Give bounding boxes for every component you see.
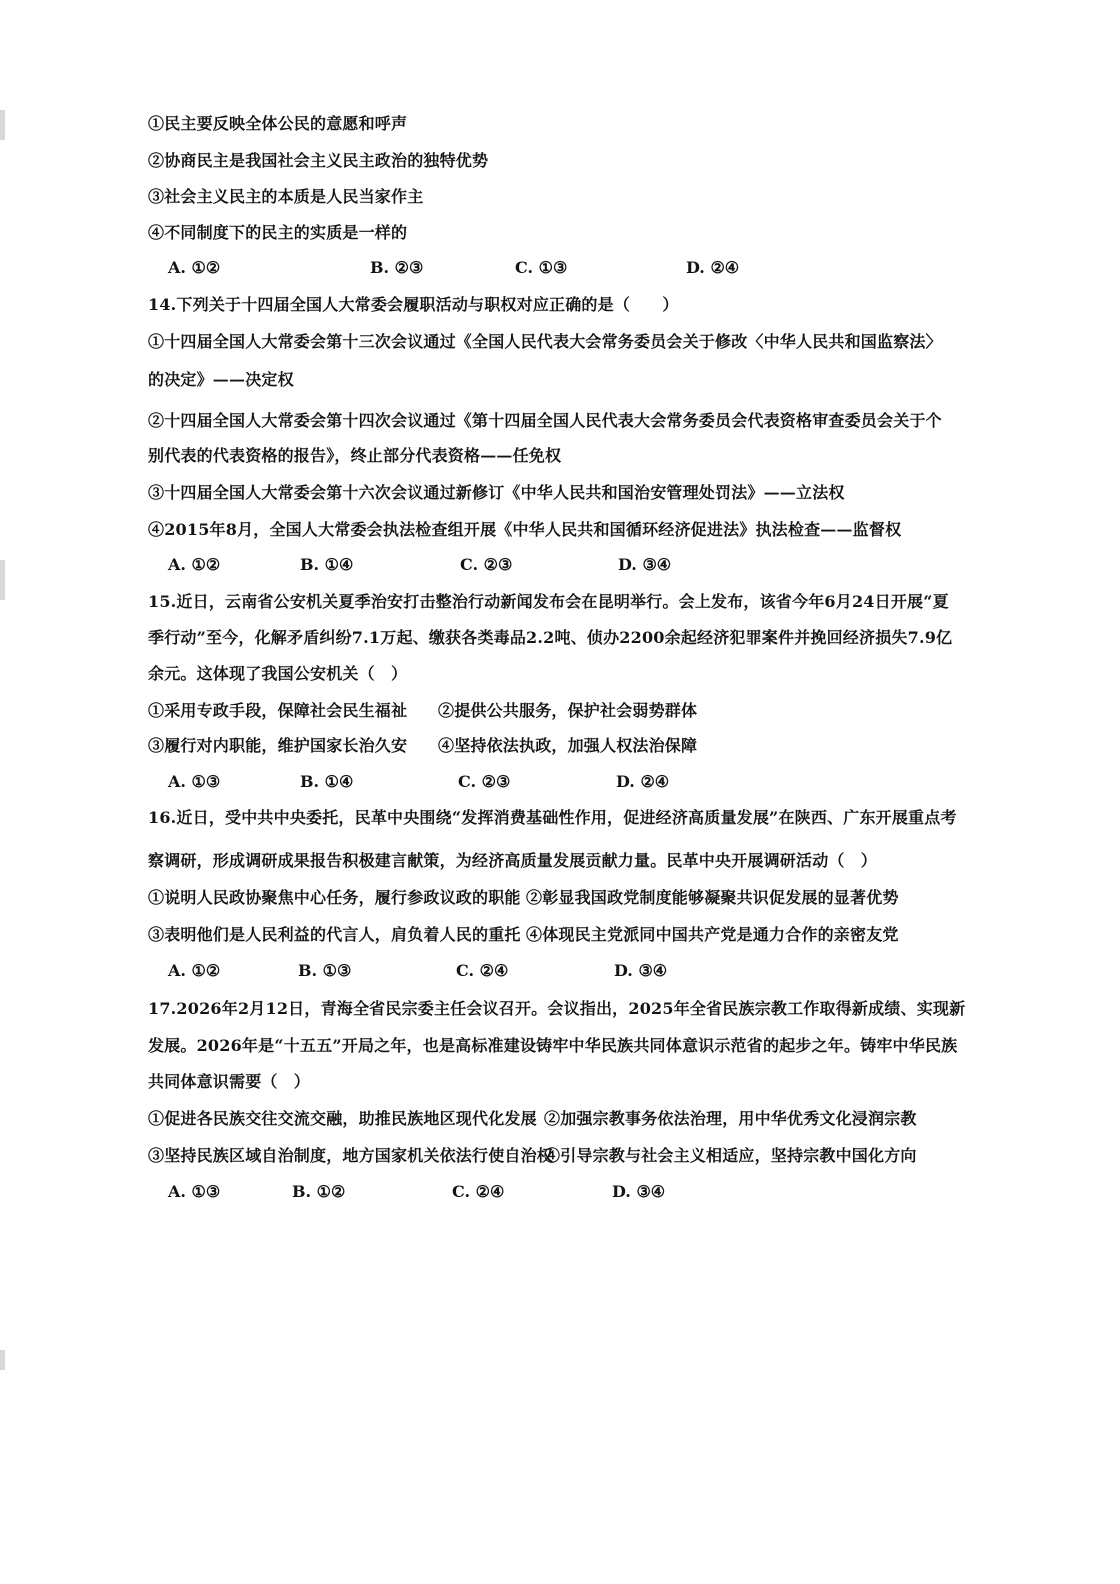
q14-item-3: ③十四届全国人大常委会第十六次会议通过新修订《中华人民共和国治安管理处罚法》——立法权 bbox=[148, 483, 845, 502]
q15-option-b[interactable]: B. ①④ bbox=[300, 772, 354, 791]
q16-option-c[interactable]: C. ②④ bbox=[456, 961, 509, 980]
q17-option-a[interactable]: A. ①③ bbox=[168, 1182, 221, 1201]
q16-item-3: ③表明他们是人民利益的代言人，肩负着人民的重托 bbox=[148, 925, 521, 944]
q14-stem: 14.下列关于十四届全国人大常委会履职活动与职权对应正确的是（ ） bbox=[148, 295, 679, 314]
q16-stem-line-2: 察调研，形成调研成果报告积极建言献策，为经济高质量发展贡献力量。民革中央开展调研活动（ ） bbox=[148, 851, 878, 870]
q13-item-2: ②协商民主是我国社会主义民主政治的独特优势 bbox=[148, 151, 489, 170]
q17-stem-line-2: 发展。2026年是“十五五”开局之年，也是高标准建设铸牢中华民族共同体意识示范省的起步之年。铸牢中华民族 bbox=[148, 1036, 958, 1055]
scan-edge-mark bbox=[0, 110, 5, 140]
q17-item-3: ③坚持民族区域自治制度，地方国家机关依法行使自治权 bbox=[148, 1146, 554, 1165]
q15-option-c[interactable]: C. ②③ bbox=[458, 772, 511, 791]
q14-option-b[interactable]: B. ①④ bbox=[300, 555, 354, 574]
q15-item-4: ④坚持依法执政，加强人权法治保障 bbox=[438, 736, 698, 755]
q16-item-1: ①说明人民政协聚焦中心任务，履行参政议政的职能 bbox=[148, 888, 521, 907]
q15-option-d[interactable]: D. ②④ bbox=[616, 772, 670, 791]
q17-item-4: ④引导宗教与社会主义相适应，坚持宗教中国化方向 bbox=[544, 1146, 917, 1165]
q14-item-1-line-1: ①十四届全国人大常委会第十三次会议通过《全国人民代表大会常务委员会关于修改〈中华人民共和国监察法〉 bbox=[148, 332, 942, 351]
q14-item-4: ④2015年8月，全国人大常委会执法检查组开展《中华人民共和国循环经济促进法》执法检查——监督权 bbox=[148, 520, 902, 539]
q15-item-1: ①采用专政手段，保障社会民生福祉 bbox=[148, 701, 408, 720]
q15-stem-line-1: 15.近日，云南省公安机关夏季治安打击整治行动新闻发布会在昆明举行。会上发布，该省今年6月24日开展“夏 bbox=[148, 592, 949, 611]
q16-option-a[interactable]: A. ①② bbox=[168, 961, 221, 980]
scan-edge-mark bbox=[0, 560, 5, 600]
q13-option-a[interactable]: A. ①② bbox=[168, 258, 221, 277]
q16-option-b[interactable]: B. ①③ bbox=[298, 961, 352, 980]
q16-item-4: ④体现民主党派同中国共产党是通力合作的亲密友党 bbox=[526, 925, 899, 944]
q16-stem-line-1: 16.近日，受中共中央委托，民革中央围绕“发挥消费基础性作用，促进经济高质量发展”在陕西、广东开展重点考 bbox=[148, 808, 957, 827]
q17-option-c[interactable]: C. ②④ bbox=[452, 1182, 505, 1201]
q15-option-a[interactable]: A. ①③ bbox=[168, 772, 221, 791]
q13-item-1: ①民主要反映全体公民的意愿和呼声 bbox=[148, 114, 408, 133]
q16-option-d[interactable]: D. ③④ bbox=[614, 961, 668, 980]
q13-option-b[interactable]: B. ②③ bbox=[370, 258, 424, 277]
q17-item-1: ①促进各民族交往交流交融，助推民族地区现代化发展 bbox=[148, 1109, 537, 1128]
q13-item-3: ③社会主义民主的本质是人民当家作主 bbox=[148, 187, 424, 206]
q15-item-2: ②提供公共服务，保护社会弱势群体 bbox=[438, 701, 698, 720]
q14-option-a[interactable]: A. ①② bbox=[168, 555, 221, 574]
scan-edge-mark bbox=[0, 1350, 5, 1370]
q13-option-c[interactable]: C. ①③ bbox=[515, 258, 568, 277]
q13-option-d[interactable]: D. ②④ bbox=[686, 258, 740, 277]
q17-stem-line-3: 共同体意识需要（ ） bbox=[148, 1072, 311, 1091]
q16-item-2: ②彰显我国政党制度能够凝聚共识促发展的显著优势 bbox=[526, 888, 899, 907]
q17-item-2: ②加强宗教事务依法治理，用中华优秀文化浸润宗教 bbox=[544, 1109, 917, 1128]
q14-option-d[interactable]: D. ③④ bbox=[618, 555, 672, 574]
q14-option-c[interactable]: C. ②③ bbox=[460, 555, 513, 574]
q15-item-3: ③履行对内职能，维护国家长治久安 bbox=[148, 736, 408, 755]
q17-stem-line-1: 17.2026年2月12日，青海全省民宗委主任会议召开。会议指出，2025年全省民族宗教工作取得新成绩、实现新 bbox=[148, 999, 966, 1018]
q17-option-d[interactable]: D. ③④ bbox=[612, 1182, 666, 1201]
q14-item-2-line-2: 别代表的代表资格的报告》，终止部分代表资格——任免权 bbox=[148, 446, 562, 465]
q13-item-4: ④不同制度下的民主的实质是一样的 bbox=[148, 223, 408, 242]
q14-item-1-line-2: 的决定》——决定权 bbox=[148, 370, 294, 389]
q15-stem-line-3: 余元。这体现了我国公安机关（ ） bbox=[148, 664, 408, 683]
q17-option-b[interactable]: B. ①② bbox=[292, 1182, 346, 1201]
q15-stem-line-2: 季行动”至今，化解矛盾纠纷7.1万起、缴获各类毒品2.2吨、侦办2200余起经济犯罪案件并挽回经济损失7.9亿 bbox=[148, 628, 953, 647]
q14-item-2-line-1: ②十四届全国人大常委会第十四次会议通过《第十四届全国人民代表大会常务委员会代表资格审查委员会关于个 bbox=[148, 411, 942, 430]
